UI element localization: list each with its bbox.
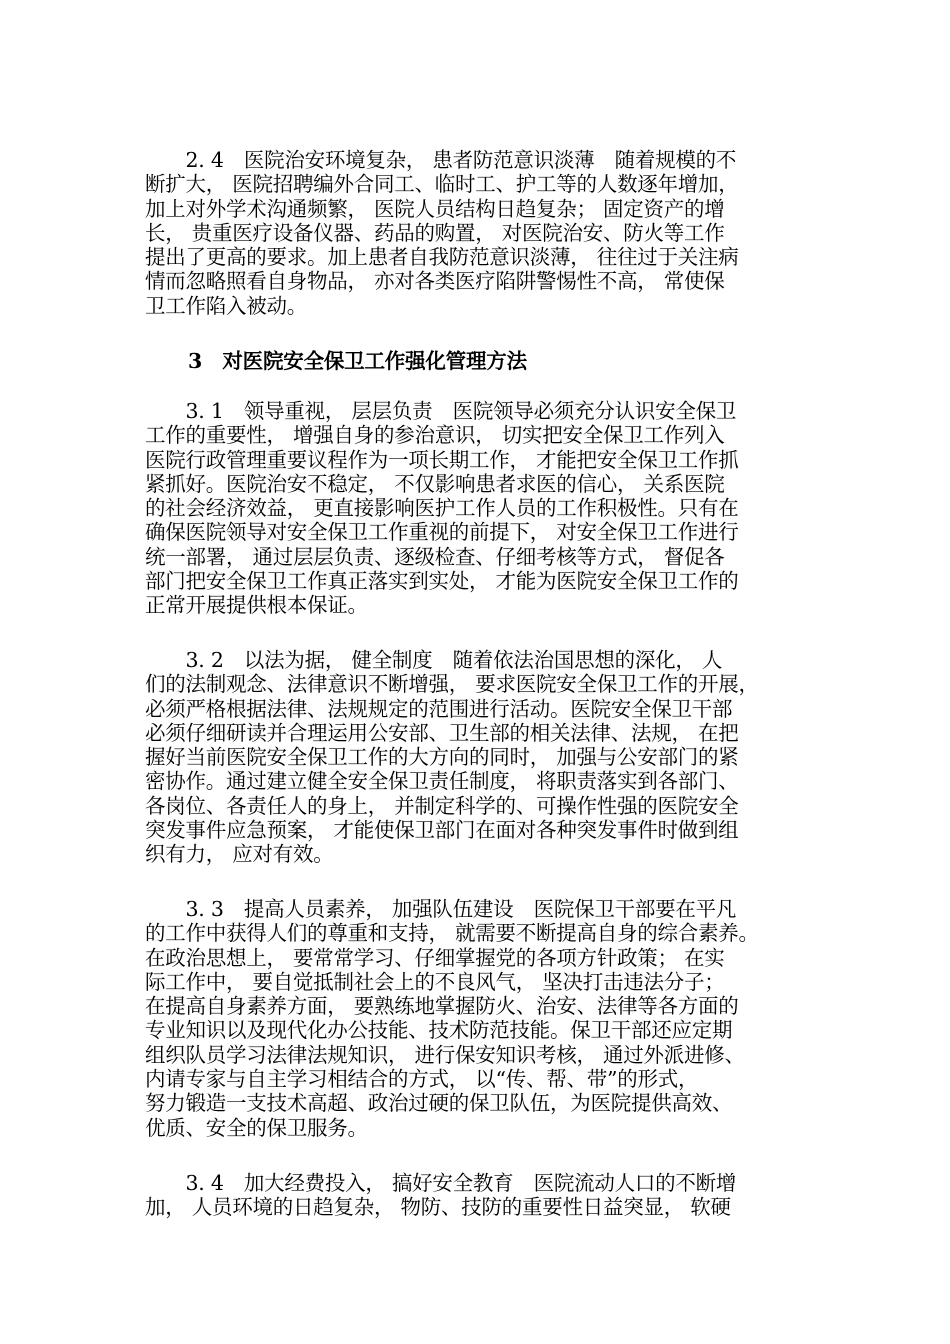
- paragraph-3-1: [145, 399, 817, 618]
- text-line: 提出了更高的要求。加上患者自我防范意识淡薄， 往往过于关注病: [145, 245, 739, 270]
- text-line: 织有力， 应对有效。: [145, 842, 334, 867]
- text-line: 医院行政管理重要议程作为一项长期工作， 才能把安全保卫工作抓: [145, 447, 739, 472]
- text-line: 断扩大， 医院招聘编外合同工、临时工、护工等的人数逐年增加，: [145, 172, 739, 197]
- text-line: 在政治思想上， 要常常学习、仔细掌握党的各项方针政策； 在实: [145, 945, 725, 970]
- text-line: 正常开展提供根本保证。: [145, 593, 368, 618]
- text-line: 专业知识以及现代化办公技能、技术防范技能。保卫干部还应定期: [145, 1018, 733, 1043]
- text-line: 的社会经济效益， 更直接影响医护工作人员的工作积极性。只有在: [145, 496, 739, 521]
- text-line: 组织队员学习法律法规知识， 进行保安知识考核， 通过外派进修、: [145, 1042, 745, 1067]
- text-line: 各岗位、各责任人的身上， 并制定科学的、可操作性强的医院安全: [145, 793, 739, 818]
- text-line: 卫工作陷入被动。: [145, 293, 307, 318]
- paragraph-3-4: [145, 1171, 817, 1220]
- text-line: 工作的重要性， 增强自身的参治意识， 切实把安全保卫工作列入: [145, 423, 725, 448]
- text-line: 密协作。通过建立健全安全保卫责任制度， 将职责落实到各部门、: [145, 769, 739, 794]
- text-line: 统一部署， 通过层层负责、逐级检查、仔细考核等方式， 督促各: [145, 544, 725, 569]
- text-line: 3. 2 以法为据， 健全制度 随着依法治国思想的深化， 人: [145, 648, 723, 672]
- text-line: 握好当前医院安全保卫工作的大方向的同时， 加强与公安部门的紧: [145, 745, 739, 770]
- text-line: 情而忽略照看自身物品， 亦对各类医疗陷阱警惕性不高， 常使保: [145, 269, 725, 294]
- text-line: 优质、安全的保卫服务。: [145, 1115, 368, 1140]
- text-line: 3. 3 提高人员素养， 加强队伍建设 医院保卫干部要在平凡: [145, 897, 737, 921]
- text-line: 确保医院领导对安全保卫工作重视的前提下， 对安全保卫工作进行: [145, 520, 739, 545]
- paragraph-3-2: [145, 648, 817, 867]
- text-line: 加上对外学术沟通频繁， 医院人员结构日趋复杂； 固定资产的增: [145, 196, 725, 221]
- text-line: 突发事件应急预案， 才能使保卫部门在面对各种突发事件时做到组: [145, 818, 739, 843]
- text-line: 部门把安全保卫工作真正落实到实处， 才能为医院安全保卫工作的: [145, 569, 739, 594]
- text-line: 加， 人员环境的日趋复杂， 物防、技防的重要性日益突显， 软硬: [145, 1195, 731, 1220]
- text-line: 长， 贵重医疗设备仪器、药品的购置， 对医院治安、防火等工作: [145, 220, 725, 245]
- text-line: 们的法制观念、法律意识不断增强， 要求医院安全保卫工作的开展，: [145, 672, 759, 697]
- text-line: 的工作中获得人们的尊重和支持， 就需要不断提高自身的综合素养。: [145, 921, 759, 946]
- text-line: 紧抓好。医院治安不稳定， 不仅影响患者求医的信心， 关系医院: [145, 471, 725, 496]
- text-line: 际工作中， 要自觉抵制社会上的不良风气， 坚决打击违法分子；: [145, 969, 725, 994]
- paragraph-2-4: [145, 148, 817, 318]
- text-line: 3. 1 领导重视， 层层负责 医院领导必须充分认识安全保卫: [145, 399, 737, 423]
- text-line: 3. 4 加大经费投入， 搞好安全教育 医院流动人口的不断增: [145, 1171, 737, 1195]
- text-line: 2. 4 医院治安环境复杂， 患者防范意识淡薄 随着规模的不: [145, 148, 737, 172]
- text-line: 在提高自身素养方面， 要熟练地掌握防火、治安、法律等各方面的: [145, 994, 739, 1019]
- text-line: 必须仔细研读并合理运用公安部、卫生部的相关法律、法规， 在把: [145, 720, 739, 745]
- text-line: 内请专家与自主学习相结合的方式， 以“传、帮、带”的形式，: [145, 1067, 699, 1092]
- section-heading: 3 对医院安全保卫工作强化管理方法: [188, 349, 527, 373]
- text-line: 努力锻造一支技术高超、政治过硬的保卫队伍，为医院提供高效、: [145, 1091, 733, 1116]
- text-line: 必须严格根据法律、法规规定的范围进行活动。医院安全保卫干部: [145, 696, 733, 721]
- paragraph-3-3: [145, 897, 817, 1140]
